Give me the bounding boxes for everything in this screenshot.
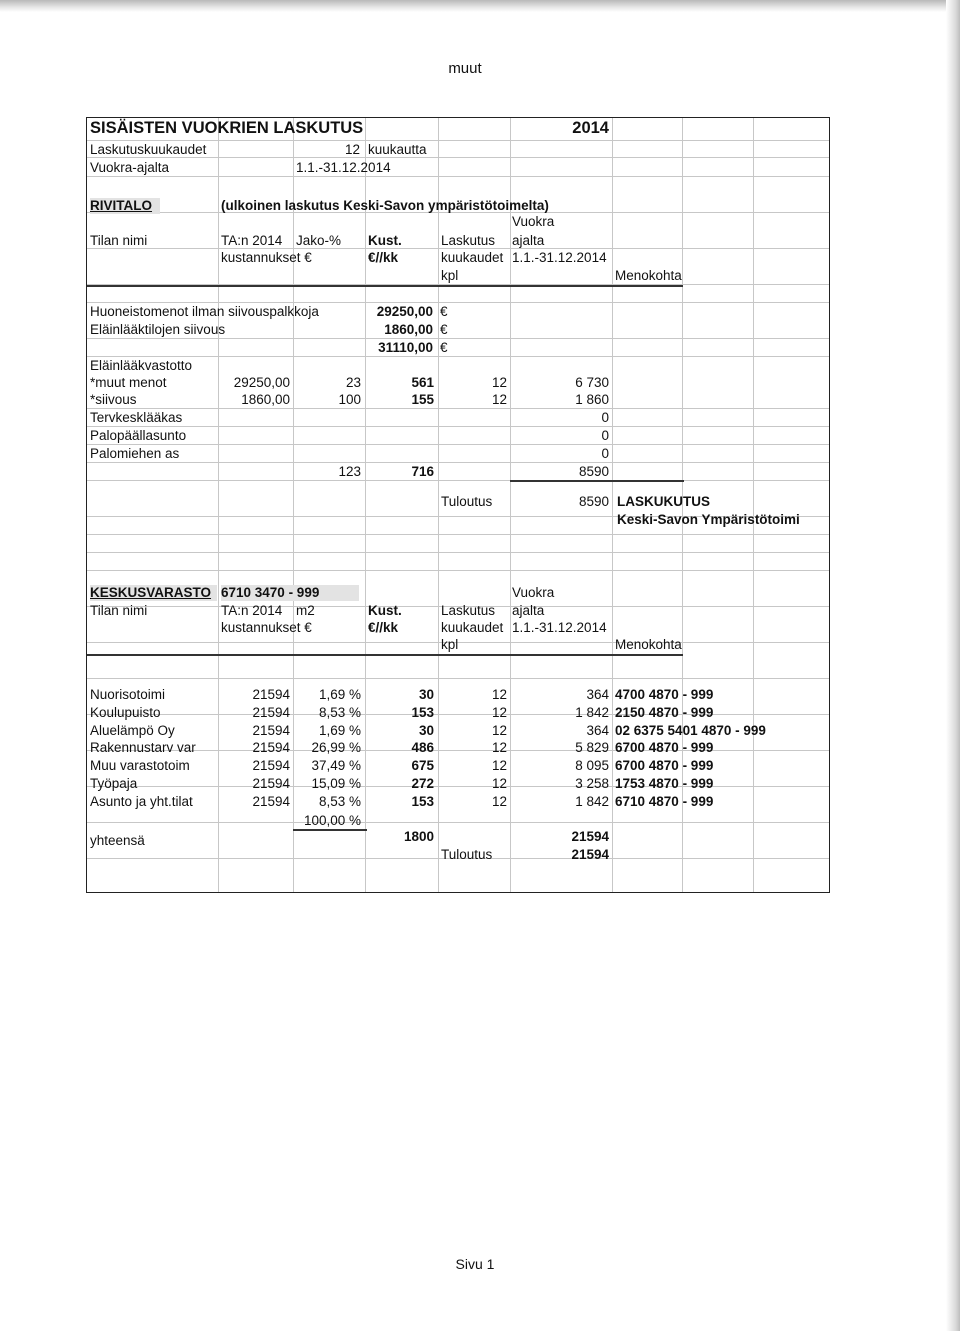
header-underline: [87, 285, 683, 287]
yhteensa-label: yhteensä: [90, 833, 145, 848]
row-pct: 1,69 %: [318, 687, 361, 702]
total-jako: 123: [338, 464, 361, 479]
row-kust: 30: [418, 722, 434, 738]
row-kk: 12: [491, 776, 507, 791]
row-pct: 15,09 %: [311, 776, 361, 791]
gridline: [87, 552, 829, 553]
row-name: Palopäällasunto: [90, 428, 187, 443]
keskusvarasto-heading: KESKUSVARASTO: [90, 585, 217, 601]
months-unit: kuukautta: [368, 142, 427, 157]
col-header-tilan-nimi: Tilan nimi: [90, 233, 148, 248]
row-kk: 12: [491, 740, 507, 756]
row-ta: 21594: [252, 758, 290, 774]
row-kust: 486: [411, 740, 434, 756]
row-name: Työpaja: [90, 776, 138, 791]
document-title: SISÄISTEN VUOKRIEN LASKUTUS: [90, 119, 364, 137]
row-ta: 1860,00: [241, 392, 290, 407]
tuloutus-value: 8590: [578, 494, 609, 509]
col-header-vuokra: Vuokra: [512, 585, 555, 600]
col-header-kpl: kpl: [441, 268, 459, 283]
col-header-kust: Kust.: [368, 603, 402, 618]
row-kust: 153: [411, 704, 434, 720]
row-vuokra: 0: [601, 410, 609, 425]
gridline: [87, 462, 829, 463]
row-kk: 12: [491, 704, 507, 720]
row-ta: 21594: [252, 687, 290, 702]
months-value: 12: [344, 142, 360, 157]
total-kust: 716: [411, 464, 434, 479]
cost-currency: €: [440, 322, 448, 337]
header-underline: [87, 654, 683, 656]
col-header-kust: Kust.: [368, 233, 402, 248]
row-vuokra: 364: [586, 722, 609, 738]
row-vuokra: 8 095: [575, 758, 609, 774]
gridline: [753, 118, 754, 892]
gridline: [365, 118, 366, 892]
rental-period-value: 1.1.-31.12.2014: [296, 160, 391, 175]
row-pct: 26,99 %: [311, 740, 361, 756]
gridline: [87, 678, 829, 679]
cost-currency: €: [440, 304, 448, 319]
scan-edge-top: [0, 0, 960, 12]
cost-label: Huoneistomenot ilman siivouspalkkoja: [90, 304, 319, 319]
gridline: [87, 302, 829, 303]
total-underline: [510, 480, 684, 482]
document-year: 2014: [572, 119, 609, 137]
row-name: Tervkesklääkas: [90, 410, 183, 425]
gridline: [87, 444, 829, 445]
gridline: [87, 338, 829, 339]
gridline: [218, 118, 219, 892]
row-vuokra: 1 842: [575, 704, 609, 720]
months-label: Laskutuskuukaudet: [90, 142, 207, 157]
cost-currency: €: [440, 340, 448, 355]
row-ta: 21594: [252, 793, 290, 809]
tuloutus-value: 21594: [571, 847, 609, 862]
spreadsheet-printout: [86, 117, 830, 893]
gridline: [87, 408, 829, 409]
gridline: [87, 480, 829, 481]
col-header-kustannukset: kustannukset €: [221, 250, 312, 265]
cost-value: 1860,00: [384, 322, 433, 337]
col-header-kustannukset: kustannukset €: [221, 620, 312, 635]
col-header-kpl: kpl: [441, 637, 459, 652]
row-pct: 37,49 %: [311, 758, 361, 774]
rivitalo-note: (ulkoinen laskutus Keski-Savon ympäristötoimelta): [221, 198, 549, 213]
col-header-m2: m2: [296, 603, 315, 618]
row-kust: 153: [411, 793, 434, 809]
row-menokohta: 02 6375 5401 4870 - 999: [615, 722, 766, 738]
row-kk: 12: [491, 392, 507, 407]
col-header-laskutus: Laskutus: [441, 603, 496, 618]
tuloutus-label: Tuloutus: [441, 847, 493, 862]
row-kust: 30: [418, 687, 434, 702]
cost-value: 29250,00: [376, 304, 433, 319]
row-ta: 21594: [252, 722, 290, 738]
row-vuokra: 3 258: [575, 776, 609, 791]
col-header-period: 1.1.-31.12.2014: [512, 620, 607, 635]
col-header-laskutus: Laskutus: [441, 233, 496, 248]
gridline: [87, 570, 829, 571]
page-header: muut: [448, 60, 482, 77]
row-jako: 100: [338, 392, 361, 407]
gridline: [87, 140, 829, 141]
row-jako: 23: [345, 375, 361, 390]
col-header-menokohta: Menokohta: [615, 637, 682, 652]
col-header-menokohta: Menokohta: [615, 268, 682, 283]
gridline: [87, 822, 829, 823]
col-header-kuukaudet: kuukaudet: [441, 250, 504, 265]
pct-underline: [293, 829, 367, 831]
total-kust: 1800: [403, 829, 434, 844]
row-ta: 21594: [252, 740, 290, 756]
rivitalo-heading: RIVITALO: [90, 198, 160, 214]
pct-total: 100,00 %: [303, 813, 361, 828]
group-label: Eläinlääkvastotto: [90, 358, 193, 373]
row-ta: 29250,00: [233, 375, 290, 390]
col-header-eur-kk: €//kk: [368, 620, 399, 635]
keskusvarasto-code: 6710 3470 - 999: [221, 585, 359, 601]
col-header-ta: TA:n 2014: [221, 603, 283, 618]
row-kk: 12: [491, 687, 507, 702]
row-kust: 272: [411, 776, 434, 791]
row-menokohta: 6700 4870 - 999: [615, 740, 714, 756]
row-name: Nuorisotoimi: [90, 687, 166, 702]
row-name: Koulupuisto: [90, 704, 161, 720]
row-kk: 12: [491, 793, 507, 809]
row-kk: 12: [491, 722, 507, 738]
row-vuokra: 1 842: [575, 793, 609, 809]
col-header-ta: TA:n 2014: [221, 233, 283, 248]
cost-total: 31110,00: [378, 340, 433, 355]
billing-target: Keski-Savon Ympäristötoimi: [617, 512, 800, 527]
row-ta: 21594: [252, 776, 290, 791]
total-vuokra: 8590: [578, 464, 609, 479]
row-name: *muut menot: [90, 375, 167, 390]
row-pct: 8,53 %: [318, 793, 361, 809]
tuloutus-label: Tuloutus: [441, 494, 493, 509]
gridline: [438, 118, 439, 892]
col-header-tilan-nimi: Tilan nimi: [90, 603, 148, 618]
rental-period-label: Vuokra-ajalta: [90, 160, 170, 175]
col-header-jako: Jako-%: [296, 233, 342, 248]
gridline: [87, 356, 829, 357]
row-kk: 12: [491, 758, 507, 774]
row-name: Rakennustarv var: [90, 740, 196, 756]
col-header-vuokra: Vuokra: [512, 214, 555, 229]
gridline: [612, 118, 613, 892]
row-menokohta: 6710 4870 - 999: [615, 793, 714, 809]
row-pct: 8,53 %: [318, 704, 361, 720]
total-vuokra: 21594: [571, 829, 609, 844]
gridline: [87, 534, 829, 535]
row-kust: 675: [411, 758, 434, 774]
row-vuokra: 0: [601, 446, 609, 461]
col-header-ajalta: ajalta: [512, 603, 545, 618]
gridline: [510, 118, 511, 892]
row-kust: 561: [411, 375, 434, 390]
row-vuokra: 364: [586, 687, 609, 702]
row-menokohta: 2150 4870 - 999: [615, 704, 714, 720]
row-ta: 21594: [252, 704, 290, 720]
row-kust: 155: [411, 392, 434, 407]
row-name: Asunto ja yht.tilat: [90, 793, 193, 809]
page-footer: Sivu 1: [455, 1256, 495, 1272]
row-menokohta: 6700 4870 - 999: [615, 758, 714, 774]
row-vuokra: 5 829: [575, 740, 609, 756]
row-name: Muu varastotoim: [90, 758, 190, 774]
row-vuokra: 0: [601, 428, 609, 443]
row-vuokra: 1 860: [575, 392, 609, 407]
row-pct: 1,69 %: [318, 722, 361, 738]
row-menokohta: 1753 4870 - 999: [615, 776, 714, 791]
row-kk: 12: [491, 375, 507, 390]
col-header-eur-kk: €//kk: [368, 250, 399, 265]
gridline: [87, 426, 829, 427]
row-vuokra: 6 730: [575, 375, 609, 390]
col-header-ajalta: ajalta: [512, 233, 545, 248]
gridline: [87, 176, 829, 177]
row-name: *siivous: [90, 392, 137, 407]
row-menokohta: 4700 4870 - 999: [615, 687, 714, 702]
scan-edge-right: [946, 0, 960, 1331]
row-name: Palomiehen as: [90, 446, 180, 461]
row-name: Aluelämpö Oy: [90, 722, 175, 738]
col-header-kuukaudet: kuukaudet: [441, 620, 504, 635]
col-header-period: 1.1.-31.12.2014: [512, 250, 607, 265]
cost-label: Eläinlääktilojen siivous: [90, 322, 226, 337]
billing-heading: LASKUKUTUS: [617, 494, 710, 509]
gridline: [293, 118, 294, 892]
